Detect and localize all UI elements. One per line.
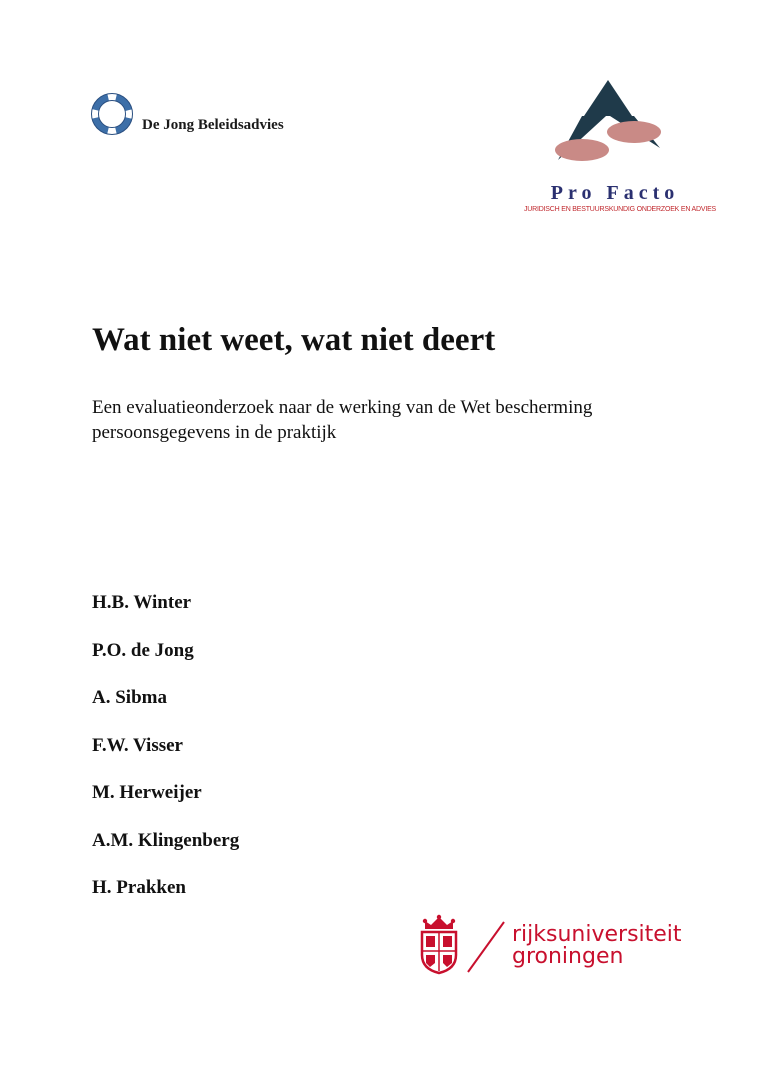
document-title: Wat niet weet, wat niet deert [92, 322, 496, 358]
author-name: H. Prakken [92, 877, 186, 898]
author-list [92, 591, 239, 924]
pro-facto-tagline: JURIDISCH EN BESTUURSKUNDIG ONDERZOEK EN ADVIES [523, 206, 717, 213]
author-name: P.O. de Jong [92, 639, 194, 661]
university-crest-icon [417, 913, 461, 975]
pro-facto-triangles-logo-icon [548, 78, 668, 166]
pro-facto-name: Pro Facto [550, 182, 680, 204]
dejong-company-name: De Jong Beleidsadvies [142, 117, 284, 133]
document-subtitle: Een evaluatieonderzoek naar de werking van de Wet bescherming persoonsgegevens in de praktijk [92, 397, 593, 443]
university-slash-icon [464, 918, 508, 976]
author-name: A. Sibma [92, 687, 167, 708]
author-name: H.B. Winter [92, 592, 192, 613]
university-name [512, 924, 682, 968]
university-name-line1: rijksuniversiteit [512, 922, 682, 947]
author-name: F.W. Visser [92, 734, 183, 756]
university-name-line2: groningen [512, 944, 624, 969]
author-name: A.M. Klingenberg [92, 829, 240, 851]
author-name: M. Herweijer [92, 782, 202, 803]
lifebuoy-logo-icon [90, 92, 134, 136]
